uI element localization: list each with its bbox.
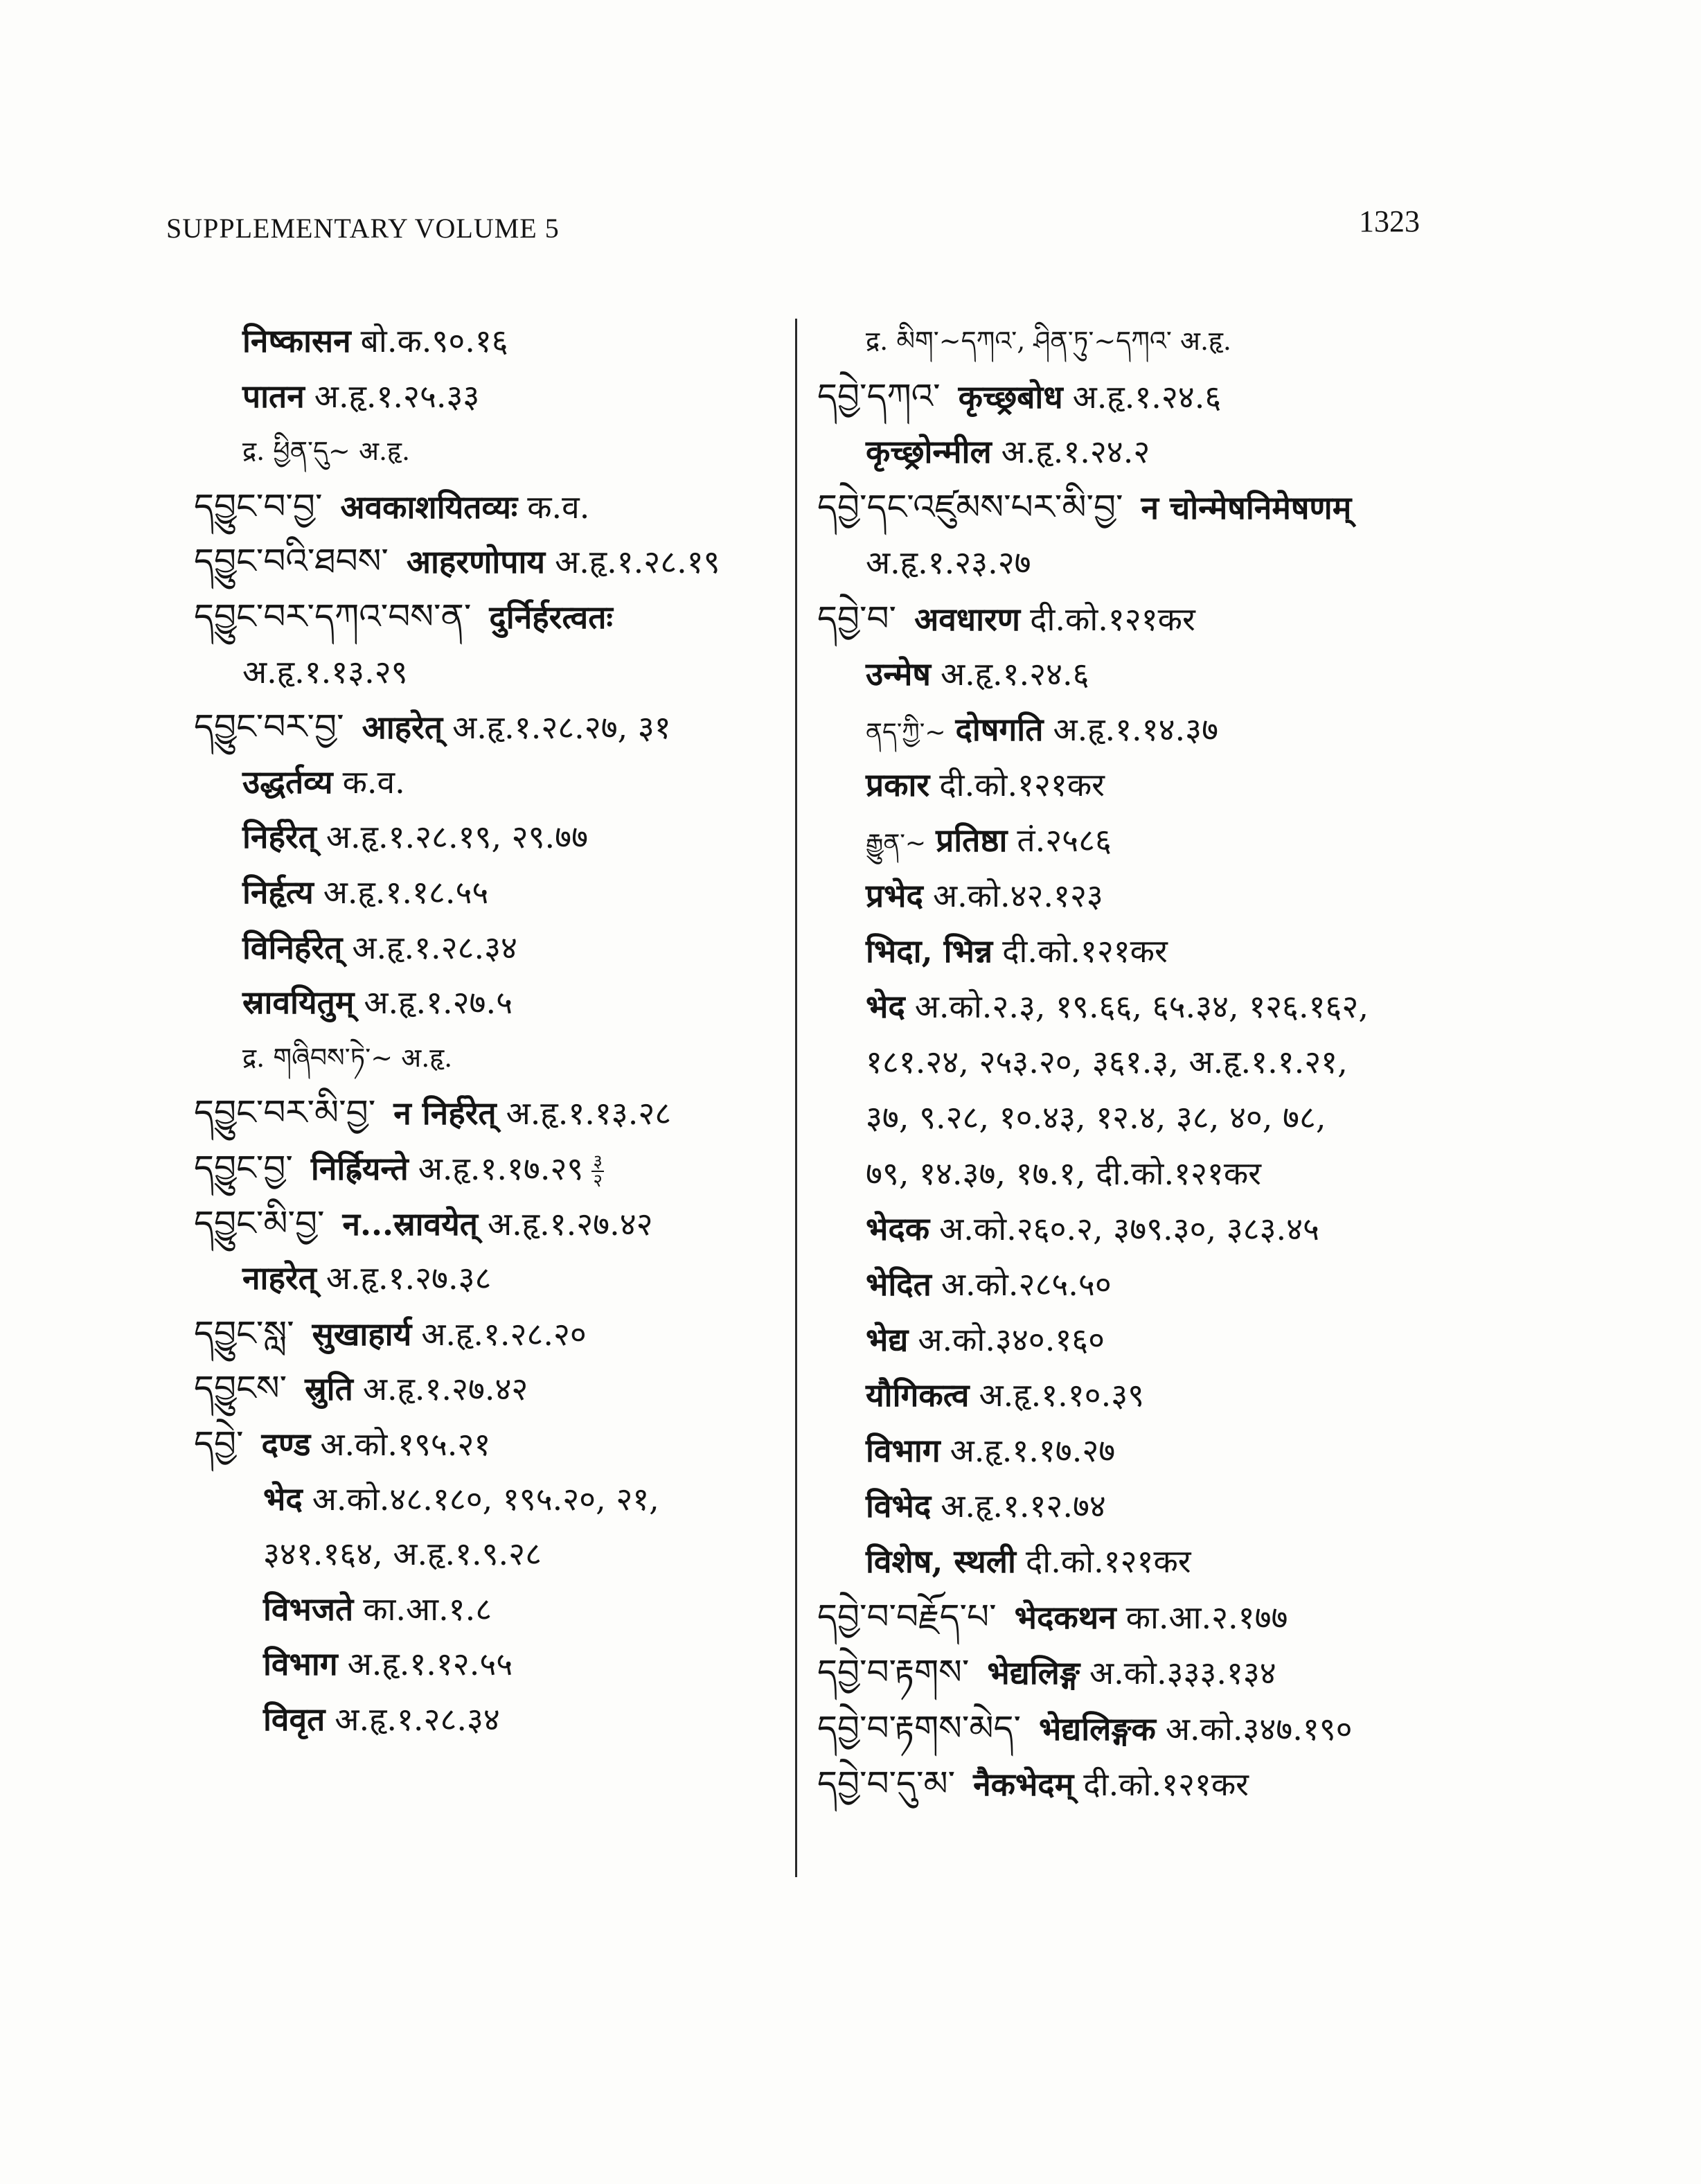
- dictionary-entry: [242, 927, 517, 970]
- sanskrit-term: भेद: [866, 988, 905, 1026]
- dictionary-entry: [866, 709, 1218, 752]
- sanskrit-term: दुर्निर्हरत्वतः: [489, 598, 613, 636]
- dictionary-entry: [242, 871, 488, 914]
- reference: दी.को.१२१कर: [1083, 1765, 1249, 1803]
- dictionary-entry: [194, 1202, 653, 1245]
- reference: अ.हृ.१.२८.१९, २९.७७: [326, 818, 588, 856]
- dictionary-entry: [866, 1319, 1105, 1362]
- dictionary-entry: [817, 486, 1361, 529]
- sanskrit-term: न चोन्मेषनिमेषणम्: [1141, 489, 1352, 527]
- dictionary-entry: [866, 1485, 1106, 1528]
- reference: अ.को.२६०.२, ३७९.३०, ३८३.४५: [939, 1209, 1319, 1248]
- sanskrit-term: दण्ड: [261, 1426, 311, 1463]
- dictionary-entry: [263, 1698, 500, 1741]
- dictionary-entry: [194, 596, 623, 639]
- dictionary-entry: [866, 1374, 1144, 1417]
- reference: अ.हृ.१.२४.६: [940, 655, 1089, 693]
- tibetan-headword: དབྱུང་བར་མི་བྱ་: [194, 1092, 376, 1133]
- reference: दी.को.१२१कर: [939, 765, 1105, 804]
- dictionary-entry: [242, 982, 513, 1024]
- reference: अ.हृ.१.२७.५: [364, 984, 513, 1022]
- reference: अ.हृ.१.२८.३४: [335, 1701, 500, 1738]
- reference: क.व.: [527, 488, 590, 526]
- reference-continuation: ३४१.१६४, अ.हृ.१.९.२८: [263, 1535, 542, 1573]
- fraction: [591, 1153, 604, 1190]
- dictionary-entry: [866, 819, 1112, 862]
- reference-continuation: ३७, ९.२८, १०.४३, १२.४, ३८, ४०, ७८,: [866, 1099, 1326, 1137]
- tibetan-headword: དབྱུང་བྱ་: [194, 1148, 293, 1188]
- reference: अ.हृ.१.१७.२९: [418, 1150, 584, 1187]
- reference: अ.हृ.१.२८.१९: [555, 543, 720, 581]
- sanskrit-term: भेद्यलिङ्गक: [1038, 1710, 1156, 1748]
- dictionary-entry: [194, 706, 671, 749]
- dictionary-entry: [817, 1651, 1276, 1694]
- fraction-denominator: २: [593, 1171, 603, 1191]
- sanskrit-term: कृच्छ्रोन्मील: [866, 433, 992, 471]
- sanskrit-term: विशेष, स्थली: [866, 1543, 1016, 1581]
- sanskrit-term: यौगिकत्व: [866, 1376, 970, 1414]
- sanskrit-term: विवृत: [263, 1701, 326, 1738]
- cross-reference: द्र. མིག་~དཀའ་, ཤིན་ཏུ་~དཀའ་ अ.हृ.: [866, 326, 1232, 356]
- sanskrit-term: भेद्यलिङ्ग: [987, 1654, 1080, 1692]
- reference: दी.को.१२१कर: [1030, 600, 1195, 638]
- reference: अ.हृ.१.१८.५५: [323, 873, 489, 911]
- sanskrit-term: सुखाहार्य: [312, 1315, 412, 1353]
- reference: अ.को.२.३, १९.६६, ६५.३४, १२६.१६२,: [914, 988, 1369, 1026]
- reference: अ.हृ.१.२७.४२: [488, 1205, 653, 1243]
- dictionary-entry: [866, 653, 1089, 696]
- tibetan-headword: དབྱུང་བ་བྱ་: [194, 486, 323, 526]
- dictionary-entry: [866, 1208, 1319, 1251]
- dictionary-entry: [194, 1313, 587, 1356]
- sanskrit-term: निर्ह्रियन्ते: [310, 1150, 409, 1187]
- sanskrit-term: प्रभेद: [866, 877, 923, 914]
- reference: दी.को.१२१कर: [1025, 1543, 1191, 1581]
- tibetan-headword: དབྱུང་མི་བྱ་: [194, 1202, 325, 1243]
- dictionary-entry: [263, 1478, 659, 1521]
- cross-reference: द्र. གཞིབས་ཏེ་~ अ.हृ.: [242, 1042, 453, 1073]
- fraction-numerator: ३: [593, 1151, 603, 1172]
- tibetan-headword: དབྱེ་བ་རྟགས་མེད་: [817, 1707, 1021, 1748]
- dictionary-entry: [817, 1596, 1288, 1639]
- reference: अ.हृ.१.२७.३८: [326, 1259, 492, 1297]
- sanskrit-term: आहरणोपाय: [406, 543, 546, 581]
- reference: अ.हृ.१.१०.३९: [979, 1376, 1145, 1414]
- dictionary-entry: [194, 486, 589, 529]
- dictionary-entry: [866, 1430, 1115, 1473]
- reference: अ.को.४८.१८०, १९५.२०, २१,: [312, 1480, 659, 1518]
- dictionary-entry: [817, 1707, 1353, 1750]
- dictionary-entry: [194, 540, 720, 583]
- dictionary-entry: [242, 816, 588, 859]
- sanskrit-term: स्रावयितुम्: [242, 984, 355, 1022]
- tibetan-subheadword: ནད་ཀྱི་~: [866, 718, 946, 747]
- sanskrit-term: भेद: [263, 1480, 303, 1518]
- tibetan-headword: དབྱེ་: [194, 1423, 244, 1464]
- sanskrit-term: विनिर्हरेत्: [242, 928, 343, 966]
- tibetan-headword: དབྱེ་བ་བརྗོད་པ་: [817, 1597, 997, 1637]
- sanskrit-term: विभेद: [866, 1487, 932, 1525]
- tibetan-headword: དབྱུངས་: [194, 1368, 287, 1409]
- sanskrit-term: स्रुति: [305, 1370, 353, 1408]
- column-divider: [795, 319, 797, 1877]
- dictionary-entry: [866, 431, 1150, 474]
- reference: अ.हृ.१.१३.२८: [506, 1094, 672, 1133]
- dictionary-entry: [263, 1643, 513, 1686]
- reference: अ.हृ.१.१७.२७: [950, 1432, 1116, 1469]
- tibetan-headword: དབྱེ་དཀའ་: [817, 376, 941, 417]
- reference-continuation: अ.हृ.१.२३.२७: [866, 544, 1031, 582]
- dictionary-entry: [817, 598, 1195, 641]
- sanskrit-term: भेदकथन: [1014, 1599, 1116, 1637]
- sanskrit-term: निष्कासन: [242, 322, 351, 359]
- reference: का.आ.२.१७७: [1125, 1599, 1288, 1637]
- reference: अ.हृ.१.१२.७४: [941, 1487, 1106, 1525]
- dictionary-entry: [866, 764, 1105, 807]
- dictionary-entry: [866, 875, 1103, 918]
- sanskrit-term: नाहरेत्: [242, 1259, 317, 1297]
- reference: बो.क.९०.१६: [360, 322, 508, 359]
- tibetan-headword: དབྱུང་སླ་: [194, 1313, 294, 1353]
- reference: अ.हृ.१.२४.२: [1001, 433, 1150, 471]
- dictionary-entry: [242, 1257, 491, 1300]
- reference: अ.हृ.१.२५.३३: [314, 377, 480, 415]
- sanskrit-term: उन्मेष: [866, 655, 931, 693]
- dictionary-entry: [194, 1147, 604, 1190]
- reference: का.आ.१.८: [363, 1590, 492, 1628]
- reference: तं.२५८६: [1017, 821, 1112, 859]
- dictionary-entry: [194, 1092, 671, 1135]
- reference: अ.हृ.१.१४.३७: [1053, 710, 1218, 748]
- sanskrit-term: विभाग: [263, 1645, 338, 1683]
- sanskrit-term: भेद्य: [866, 1320, 909, 1358]
- dictionary-entry: [242, 761, 405, 804]
- reference: अ.को.३४०.१६०: [918, 1320, 1105, 1358]
- dictionary-entry: [817, 1763, 1249, 1806]
- reference: दी.को.१२१कर: [1002, 932, 1168, 970]
- reference: अ.हृ.१.१२.५५: [347, 1645, 513, 1683]
- sanskrit-term: अवधारण: [914, 600, 1021, 638]
- sanskrit-term: प्रतिष्ठा: [936, 821, 1008, 859]
- reference: अ.को.३४७.१९०: [1165, 1710, 1353, 1748]
- tibetan-headword: དབྱུང་བར་དཀའ་བས་ན་: [194, 596, 472, 637]
- dictionary-entry: [263, 1588, 492, 1631]
- sanskrit-term: दोषगति: [955, 710, 1044, 748]
- dictionary-entry: [242, 320, 508, 363]
- dictionary-entry: [194, 1367, 528, 1410]
- reference: अ.हृ.१.२४.६: [1072, 378, 1222, 416]
- dictionary-entry: [817, 375, 1221, 418]
- sanskrit-term: भेदित: [866, 1265, 932, 1303]
- reference: अ.हृ.१.२८.२७, ३१: [452, 709, 671, 747]
- reference: अ.को.४२.१२३: [932, 877, 1103, 914]
- reference: अ.को.३३३.१३४: [1089, 1654, 1276, 1692]
- sanskrit-term: विभजते: [263, 1590, 354, 1628]
- reference-continuation: अ.हृ.१.१३.२९: [242, 652, 408, 691]
- tibetan-headword: དབྱེ་བ་དུ་མ་: [817, 1763, 956, 1804]
- sanskrit-term: विभाग: [866, 1432, 941, 1469]
- sanskrit-term: उद्धर्तव्य: [242, 763, 333, 801]
- page-number: 1323: [1359, 204, 1420, 238]
- sanskrit-term: प्रकार: [866, 765, 930, 804]
- tibetan-headword: དབྱེ་བ་: [817, 598, 897, 639]
- dictionary-entry: [866, 1263, 1112, 1306]
- sanskrit-term: कृच्छ्रबोध: [958, 378, 1063, 416]
- cross-reference: द्र. ཕྱིན་དུ~ अ.हृ.: [242, 436, 411, 467]
- dictionary-entry: [242, 375, 479, 418]
- tibetan-subheadword: རྒྱུན་~: [866, 828, 927, 858]
- sanskrit-term: नैकभेदम्: [973, 1765, 1074, 1803]
- sanskrit-term: न निर्हरेत्: [393, 1094, 497, 1133]
- reference-continuation: १८१.२४, २५३.२०, ३६१.३, अ.हृ.१.१.२१,: [866, 1043, 1348, 1081]
- running-header: SUPPLEMENTARY VOLUME 5: [166, 213, 560, 244]
- tibetan-headword: དབྱུང་བར་བྱ་: [194, 707, 344, 747]
- reference: अ.हृ.१.२८.२०: [421, 1315, 587, 1353]
- reference: अ.को.१९५.२१: [320, 1426, 491, 1463]
- sanskrit-term: भिदा, भिन्न: [866, 932, 993, 970]
- sanskrit-term: निर्हरेत्: [242, 818, 317, 856]
- dictionary-entry: [194, 1423, 490, 1466]
- dictionary-entry: [866, 1541, 1191, 1583]
- tibetan-headword: དབྱུང་བའི་ཐབས་: [194, 541, 389, 582]
- sanskrit-term: न...स्रावयेत्: [342, 1205, 479, 1243]
- reference: अ.हृ.१.२७.४२: [362, 1370, 528, 1408]
- reference-continuation: ७९, १४.३७, १७.१, दी.को.१२१कर: [866, 1154, 1261, 1192]
- reference: अ.को.२८५.५०: [941, 1265, 1112, 1303]
- sanskrit-term: भेदक: [866, 1209, 930, 1248]
- dictionary-entry: [866, 930, 1168, 973]
- sanskrit-term: निर्हृत्य: [242, 873, 314, 911]
- tibetan-headword: དབྱེ་བ་རྟགས་: [817, 1652, 970, 1693]
- reference: क.व.: [342, 763, 405, 801]
- sanskrit-term: आहरेत्: [362, 709, 443, 747]
- reference: अ.हृ.१.२८.३४: [352, 928, 517, 966]
- sanskrit-term: पातन: [242, 377, 305, 415]
- tibetan-headword: དབྱེ་དང་འཛུམས་པར་མི་བྱ་: [817, 487, 1123, 528]
- dictionary-entry: [866, 986, 1369, 1029]
- sanskrit-term: अवकाशयितव्यः: [340, 488, 518, 526]
